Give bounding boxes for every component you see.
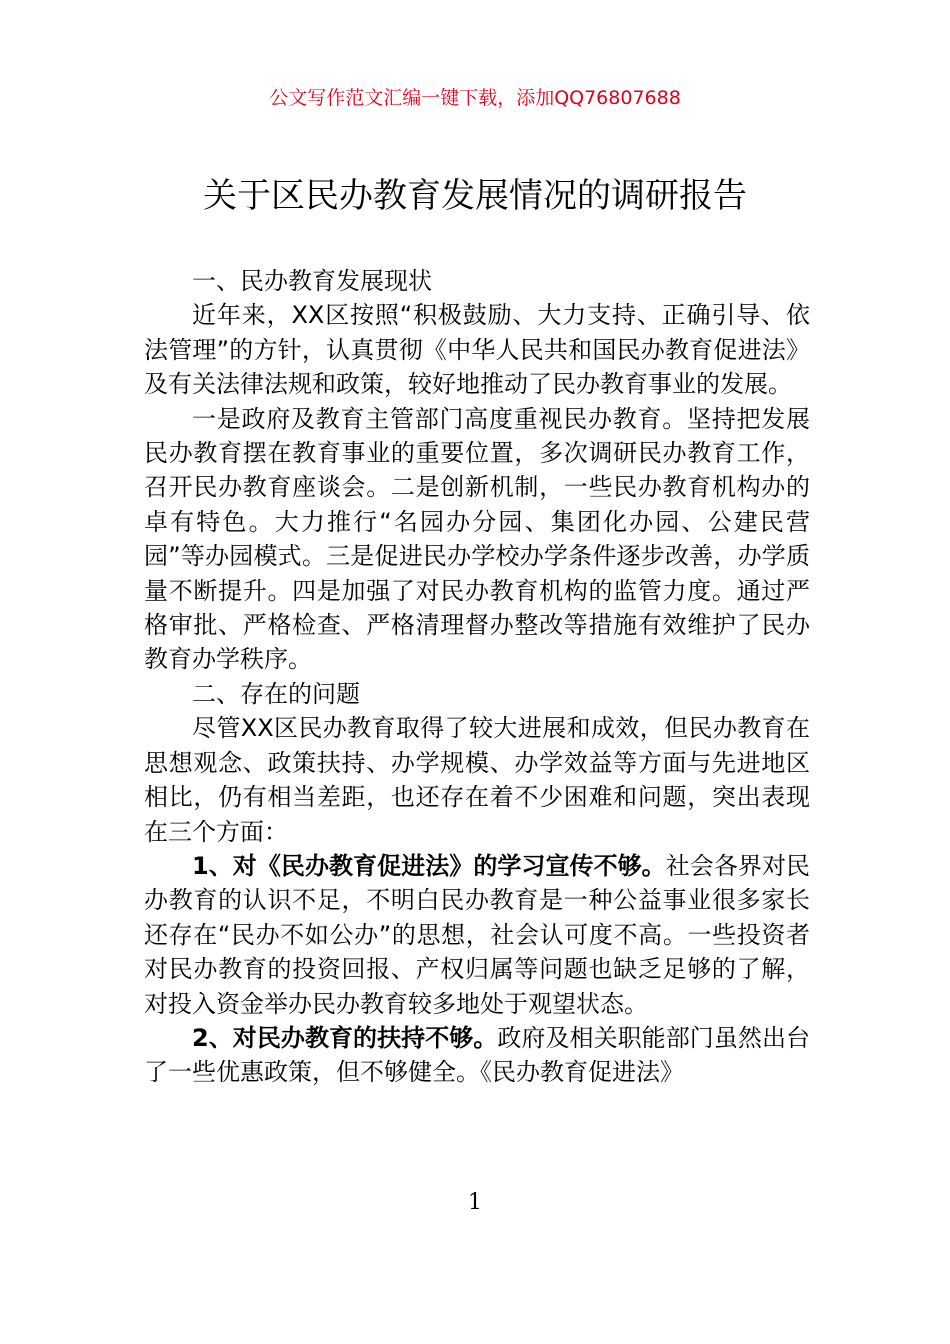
item-2-text: 政府及相关职能部门虽然出台了一些优惠政策，但不够健全。《民办教育促进法》 — [144, 1023, 810, 1087]
download-promo-note: 公文写作范文汇编一键下载，添加QQ76807688 — [269, 87, 681, 109]
section1-paragraph-1: 近年来，XX区按照“积极鼓励、大力支持、正确引导、依法管理”的方针，认真贯彻《中华人民共和国民办教育促进法》及有关法律法规和政策，较好地推动了民办教育事业的发展。 — [144, 301, 810, 399]
item-1-lead: 1、对《民办教育促进法》的学习宣传不够。 — [192, 851, 666, 880]
document-title: 关于区民办教育发展情况的调研报告 — [203, 176, 747, 216]
section1-heading: 一、民办教育发展现状 — [192, 267, 432, 295]
page-number: 1 — [468, 1190, 482, 1215]
document-body — [144, 264, 810, 1090]
section2-paragraph-1: 尽管XX区民办教育取得了较大进展和成效，但民办教育在思想观念、政策扶持、办学规模、办学效益等方面与先进地区相比，仍有相当差距，也还存在着不少困难和问题，突出表现在三个方面： — [144, 714, 810, 846]
section1-paragraph-2: 一是政府及教育主管部门高度重视民办教育。坚持把发展民办教育摆在教育事业的重要位置，多次调研民办教育工作，召开民办教育座谈会。二是创新机制，一些民办教育机构办的卓有特色。大力推行“名园办分园、集团化办园、公建民营园”等办园模式。三是促进民办学校办学条件逐步改善，办学质量不断提升。四是加强了对民办教育机构的监管力度。通过严格审批、严格检查、严格清理督办整改等措施有效维护了民办教育办学秩序。 — [144, 404, 810, 674]
item-2-lead: 2、对民办教育的扶持不够。 — [192, 1023, 498, 1052]
item-1-text: 社会各界对民办教育的认识不足，不明白民办教育是一种公益事业很多家长还存在“民办不如公办”的思想，社会认可度不高。一些投资者对民办教育的投资回报、产权归属等问题也缺乏足够的了解，对投入资金举办民办教育较多地处于观望状态。 — [144, 851, 811, 1018]
section2-item-1 — [144, 849, 810, 1021]
section2-heading: 二、存在的问题 — [192, 679, 360, 708]
section2-item-2 — [144, 1021, 810, 1090]
